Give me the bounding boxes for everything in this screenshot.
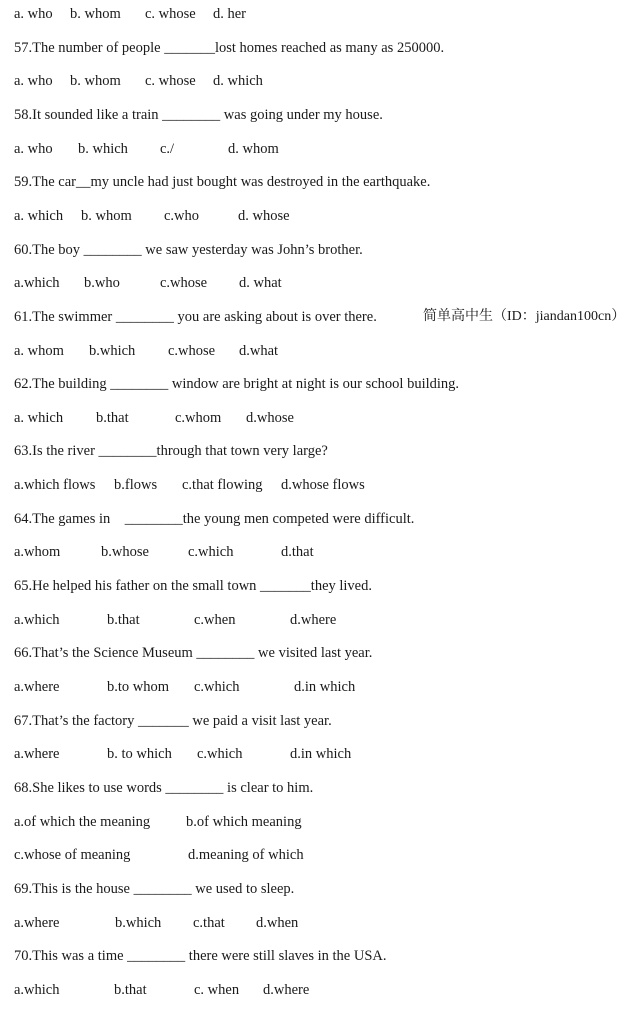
question-text: 66.That’s the Science Museum ________ we visited last year. [14,645,373,662]
question-text: 67.That’s the factory _______ we paid a visit last year. [14,712,332,729]
answer-option: b. whom [70,6,121,22]
answer-option: b.that [114,981,147,998]
answer-option: d.meaning of which [188,847,304,864]
answer-option: b. which [78,140,128,157]
answer-option: d. what [239,275,282,292]
answer-option: c.whose [168,342,216,359]
question-text: 58.It sounded like a train ________ was going under my house. [14,106,383,123]
answer-option: a.which flows [14,477,96,494]
answer-option: c./ [160,140,175,157]
answer-option: a.where [14,746,60,763]
answer-option: d. whose [238,207,290,224]
answer-option: d.where [290,611,337,628]
answer-option: a. who [14,140,53,157]
answer-option: d.whose flows [281,477,365,494]
question-text: 59.The car__my uncle had just bought was destroyed in the earthquake. [14,174,431,191]
answer-option: a.which [14,275,60,292]
answer-option: a.whom [14,544,61,561]
answer-option: a.which [14,981,60,998]
answer-option: b.who [84,275,120,292]
question-text: 63.Is the river ________through that town very large? [14,443,328,460]
answer-option: d. which [213,73,263,90]
answer-option: d.in which [294,679,356,695]
answer-option: d.that [281,544,314,561]
answer-option: b.which [89,342,136,359]
question-text: 62.The building ________ window are bright at night is our school building. [14,376,460,393]
answer-option: c.that flowing [182,477,263,494]
answer-option: c. whose [145,6,196,22]
question-text: 65.He helped his father on the small town _______they lived. [14,578,372,595]
answer-option: a. who [14,73,53,90]
answer-option: c.whom [175,409,222,426]
answer-option: c.which [194,679,240,695]
answer-option: b. to which [107,746,172,763]
answer-option: c.whose of meaning [14,847,131,864]
answer-option: a. which [14,207,64,224]
question-text: 69.This is the house ________ we used to sleep. [14,880,295,897]
question-text: 60.The boy ________ we saw yesterday was John’s brother. [14,241,363,258]
answer-option: a.which [14,611,60,628]
answer-option: d.whose [246,409,294,426]
answer-option: a.where [14,679,60,695]
answer-option: b. whom [81,207,132,224]
question-text: 68.She likes to use words ________ is clear to him. [14,779,314,796]
answer-option: a. which [14,409,64,426]
answer-option: b. whom [70,73,121,90]
answer-option: c.whose [160,275,208,292]
question-text: 64.The games in ________the young men competed were difficult. [14,510,415,527]
answer-option: c. whose [145,73,196,90]
answer-option: b.whose [101,544,149,561]
watermark-text: 简单高中生（ID：jiandan100cn） [423,308,626,324]
answer-option: c.that [193,914,225,931]
answer-option: c.when [194,611,236,628]
answer-option: a.where [14,914,60,931]
answer-option: d.what [239,342,279,359]
answer-option: c.which [188,544,234,561]
answer-option: b.to whom [107,679,170,695]
answer-option: c. when [194,981,240,998]
answer-option: d.where [263,981,310,998]
answer-option: d.when [256,914,299,931]
answer-option: b.which [115,914,162,931]
answer-option: d.in which [290,746,352,763]
question-text: 57.The number of people _______lost homes reached as many as 250000. [14,39,445,56]
answer-option: d. whom [228,140,279,157]
answer-option: b.of which meaning [186,813,302,830]
answer-option: d. her [213,6,247,22]
answer-option: b.that [107,611,140,628]
answer-option: b.flows [114,477,158,494]
answer-option: c.which [197,746,243,763]
answer-option: c.who [164,207,200,224]
answer-option: b.that [96,409,129,426]
question-text: 61.The swimmer ________ you are asking about is over there. [14,308,377,325]
answer-option: a.of which the meaning [14,813,151,830]
answer-option: a. whom [14,342,64,359]
answer-option: a. who [14,6,53,22]
question-text: 70.This was a time ________ there were still slaves in the USA. [14,948,387,965]
